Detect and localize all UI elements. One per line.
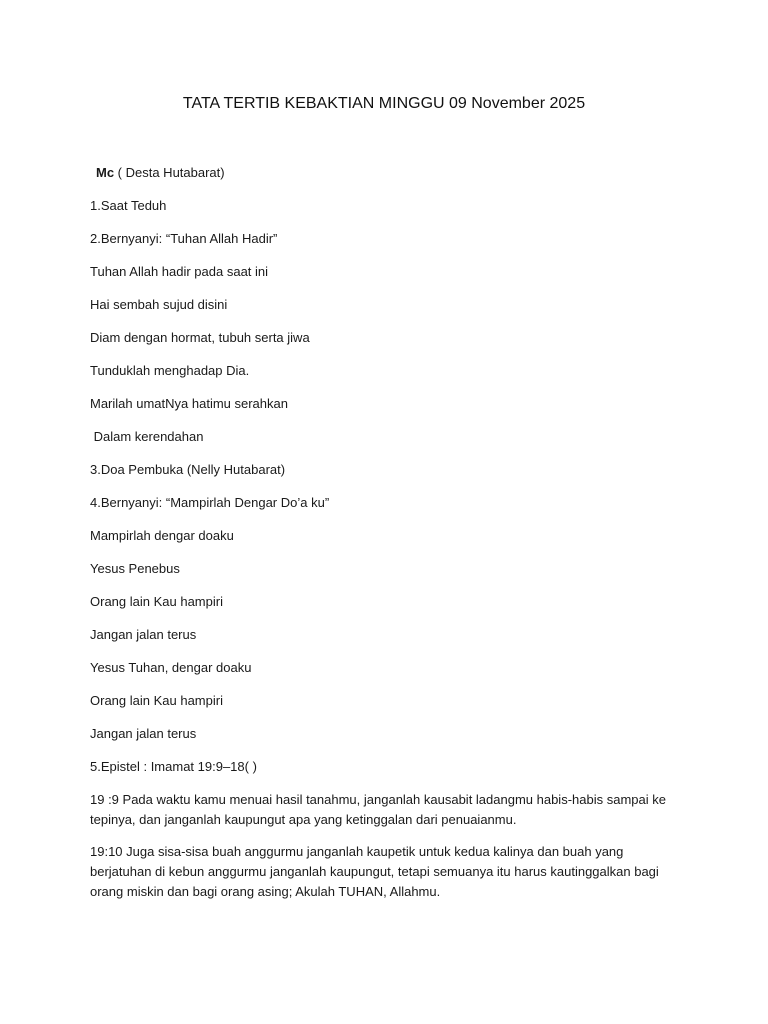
order-item-saat-teduh: 1.Saat Teduh <box>90 198 167 213</box>
lyric-line: Orang lain Kau hampiri <box>90 594 223 609</box>
lyric-line: Diam dengan hormat, tubuh serta jiwa <box>90 330 310 345</box>
verse-19-9: 19 :9 Pada waktu kamu menuai hasil tanahmu, janganlah kausabit ladangmu habis-habis sampai ke tepinya, dan janganlah kaupungut apa yang ketinggalan dari penuaianmu. <box>90 792 666 827</box>
lyric-line: Hai sembah sujud disini <box>90 297 228 312</box>
lyric-line: Orang lain Kau hampiri <box>90 693 223 708</box>
lyric-line: Tunduklah menghadap Dia. <box>90 363 250 378</box>
lyric-line: Dalam kerendahan <box>90 429 204 444</box>
order-item-bernyanyi-2: 4.Bernyanyi: “Mampirlah Dengar Do’a ku” <box>90 495 330 510</box>
verse-19-10: 19:10 Juga sisa-sisa buah anggurmu janganlah kaupetik untuk kedua kalinya dan buah yang berjatuhan di kebun anggurmu janganlah kaupungut, tetapi semuanya itu harus kautinggalkan bagi orang miskin dan bagi orang asing; Akulah TUHAN, Allahmu. <box>90 844 659 899</box>
lyric-line: Yesus Tuhan, dengar doaku <box>90 660 252 675</box>
order-item-doa-pembuka: 3.Doa Pembuka (Nelly Hutabarat) <box>90 462 286 477</box>
lyric-line: Mampirlah dengar doaku <box>90 528 234 543</box>
lyric-line: Marilah umatNya hatimu serahkan <box>90 396 288 411</box>
mc-line <box>96 163 225 183</box>
order-item-epistel: 5.Epistel : Imamat 19:9–18( ) <box>90 759 257 774</box>
mc-label: Mc <box>96 165 115 180</box>
lyric-line: Yesus Penebus <box>90 561 180 576</box>
lyric-line: Tuhan Allah hadir pada saat ini <box>90 264 269 279</box>
lyric-line: Jangan jalan terus <box>90 726 197 741</box>
lyric-line: Jangan jalan terus <box>90 627 197 642</box>
order-item-bernyanyi-1: 2.Bernyanyi: “Tuhan Allah Hadir” <box>90 231 278 246</box>
mc-name: ( Desta Hutabarat) <box>114 165 225 180</box>
document-title: TATA TERTIB KEBAKTIAN MINGGU 09 November 2025 <box>182 95 586 112</box>
